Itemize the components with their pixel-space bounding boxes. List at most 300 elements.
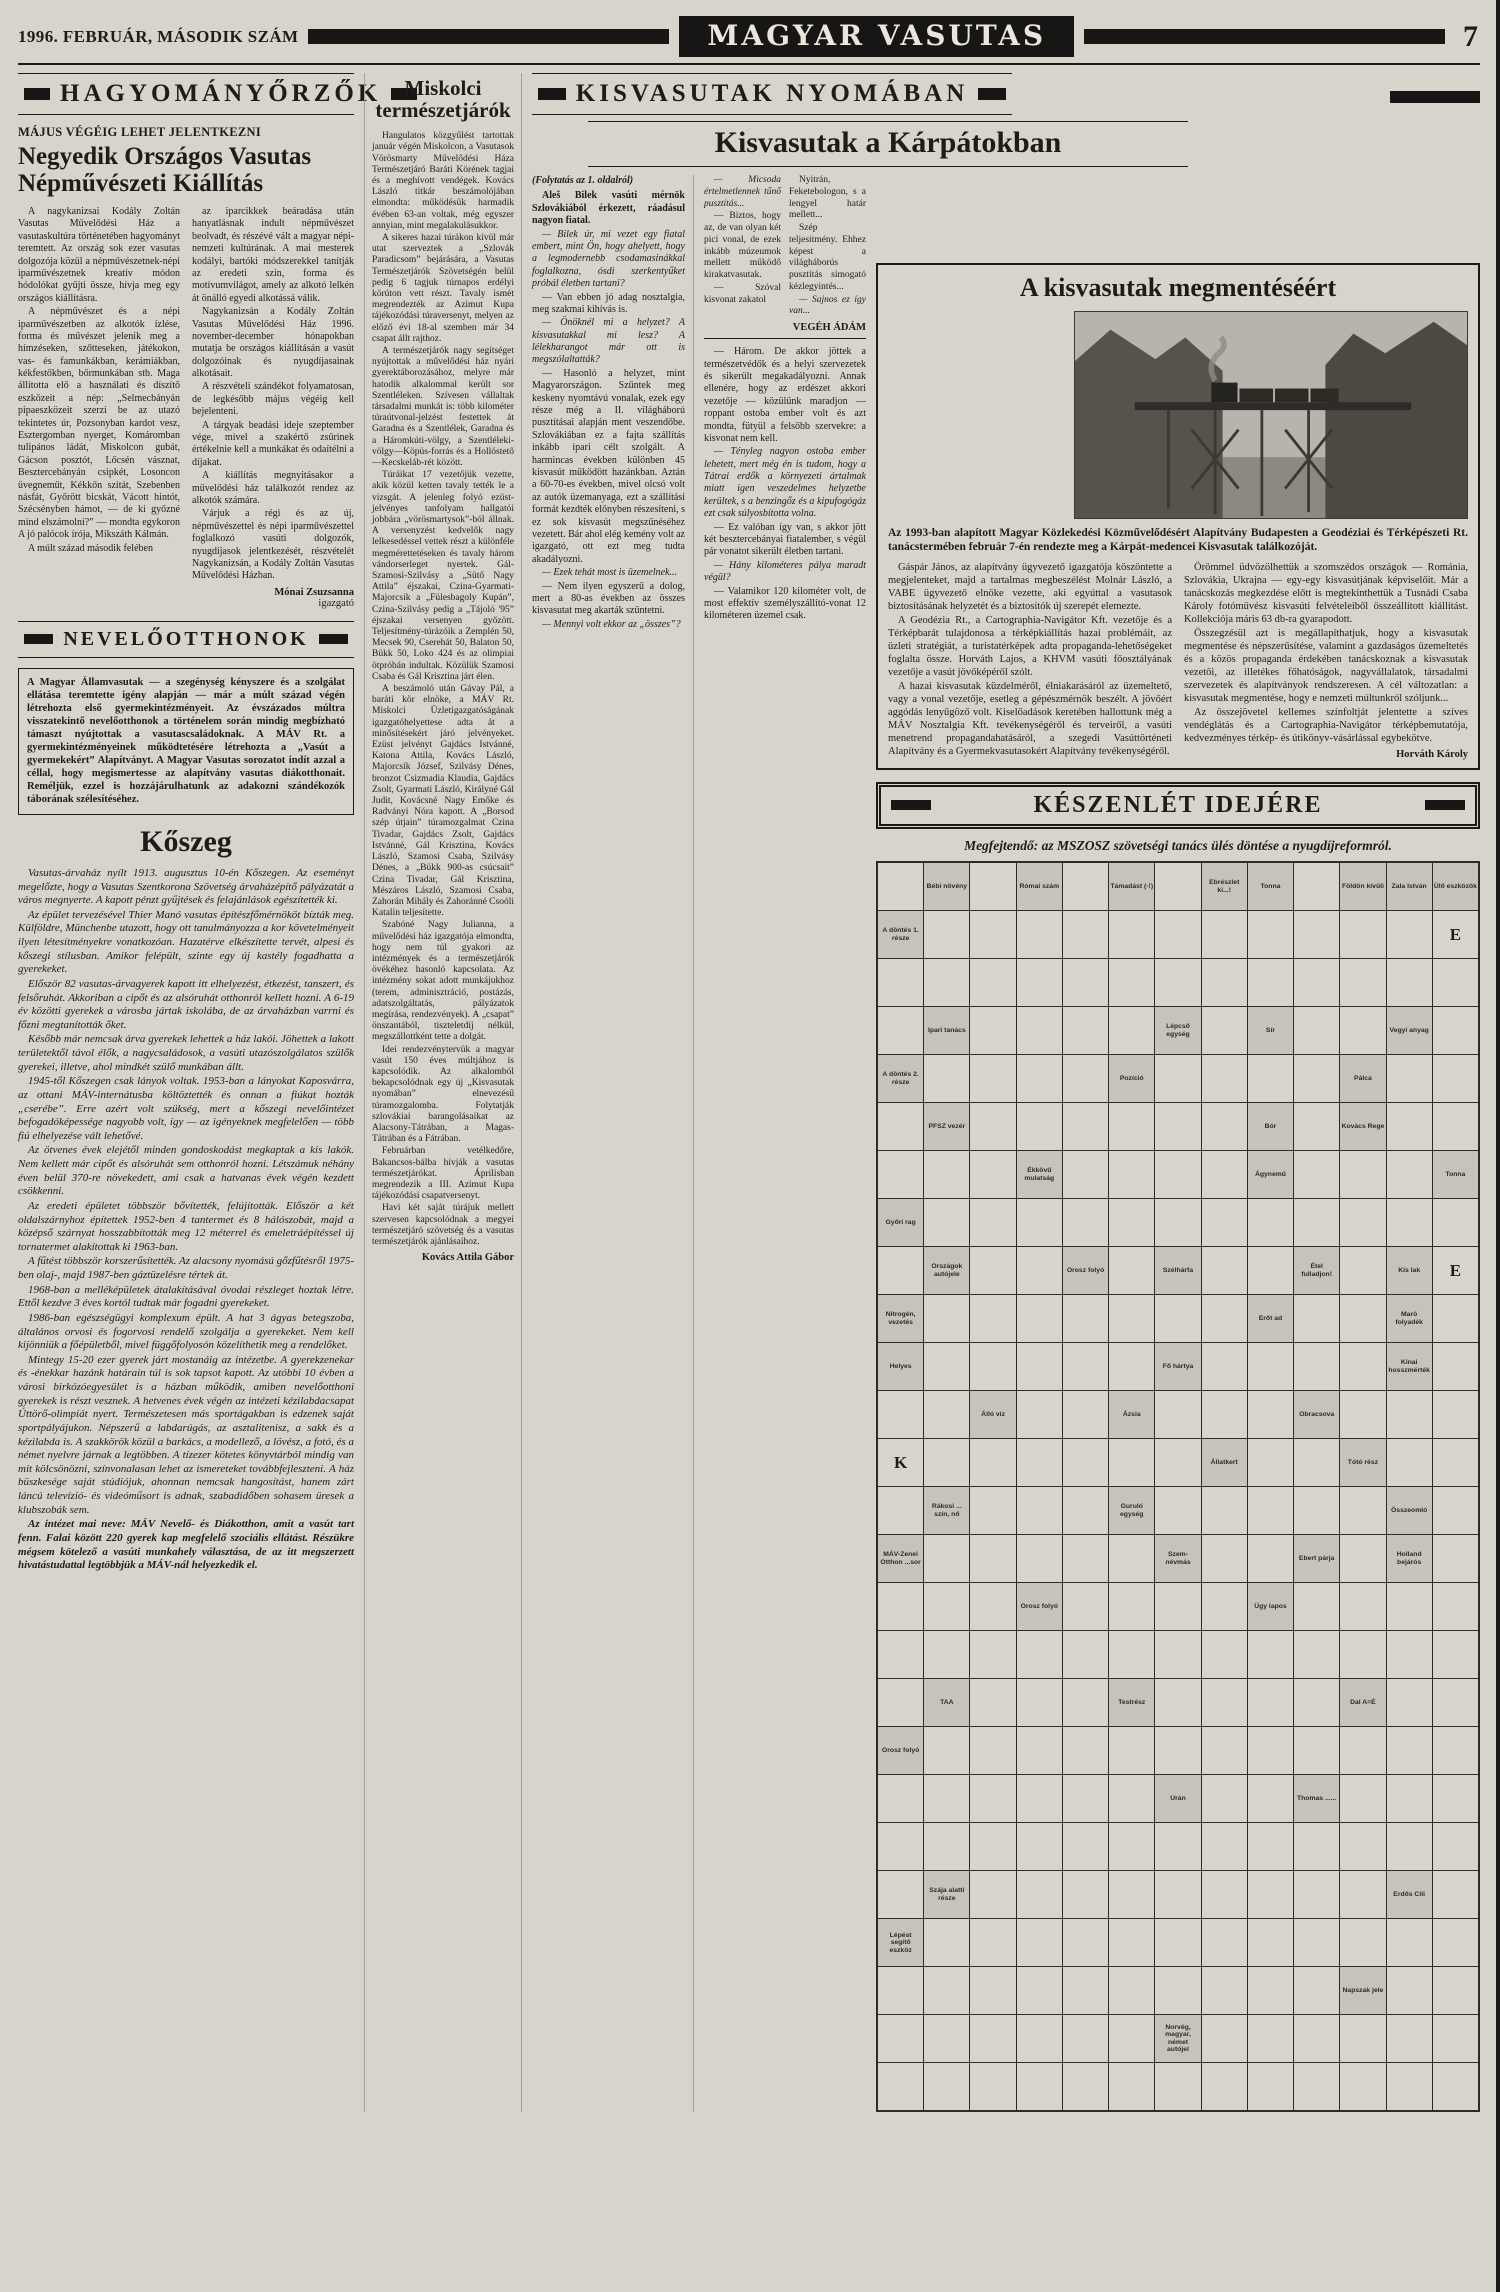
crossword-cell-empty[interactable] xyxy=(970,2063,1015,2110)
crossword-cell-empty[interactable] xyxy=(1063,1151,1108,1198)
paragraph: Az intézet mai neve: MÁV Nevelő- és Diákotthon, amit a vasút tart fenn. Falai között 220 gyerek kap megfelelő szociális ellátást. Részükre mégsem kötelező a vasúti munkahely választása, de az itt megszerzett hivatástudattal legtöbbjük a MÁV-nál helyezkedik el. xyxy=(18,1518,354,1572)
crossword-cell-empty[interactable] xyxy=(1294,1823,1339,1870)
crossword-cell-empty[interactable] xyxy=(924,959,969,1006)
paragraph: Gáspár János, az alapítvány ügyvezető igazgatója köszöntette a megjelenteket, majd a tartalmas megbeszélést Molnár László, a VABE ügyvezető elnöke vezette, aki egyúttal a vasutasok biztosításának helyzetét és a biztosítók új szerepét elemezte. xyxy=(888,561,1172,612)
crossword-cell-empty[interactable] xyxy=(1433,1775,1478,1822)
crossword-cell-clue: Zala István xyxy=(1387,863,1432,910)
crossword-cell-empty[interactable] xyxy=(1294,1055,1339,1102)
crossword-cell-empty[interactable] xyxy=(1017,1919,1062,1966)
crossword-cell-empty[interactable] xyxy=(1387,1679,1432,1726)
article-karpatok-title: Kisvasutak a Kárpátokban xyxy=(588,121,1188,167)
crossword-cell-empty[interactable] xyxy=(1155,1631,1200,1678)
crossword-cell-empty[interactable] xyxy=(1109,1247,1154,1294)
crossword-cell-empty[interactable] xyxy=(924,1055,969,1102)
crossword-cell-empty[interactable] xyxy=(1017,1199,1062,1246)
crossword-cell-empty[interactable] xyxy=(1109,1727,1154,1774)
crossword-cell-empty[interactable] xyxy=(924,1199,969,1246)
crossword-cell-empty[interactable] xyxy=(1202,1247,1247,1294)
crossword-cell-empty[interactable] xyxy=(1155,1823,1200,1870)
crossword-cell-empty[interactable] xyxy=(1294,1919,1339,1966)
crossword-cell-empty[interactable] xyxy=(924,1439,969,1486)
crossword-cell-empty[interactable] xyxy=(970,1343,1015,1390)
crossword-cell-empty[interactable] xyxy=(1109,1343,1154,1390)
crossword-cell-empty[interactable] xyxy=(970,1919,1015,1966)
crossword-cell-empty[interactable] xyxy=(1017,1679,1062,1726)
crossword-cell-empty[interactable] xyxy=(1155,1439,1200,1486)
crossword-cell-empty[interactable] xyxy=(924,1391,969,1438)
crossword-cell-empty[interactable] xyxy=(1387,1199,1432,1246)
crossword-cell-empty[interactable] xyxy=(878,1679,923,1726)
crossword-cell-empty[interactable] xyxy=(1202,1679,1247,1726)
crossword-cell-empty[interactable] xyxy=(1387,1631,1432,1678)
crossword-cell-empty[interactable] xyxy=(878,1823,923,1870)
ending-mini-column-1 xyxy=(704,175,781,333)
crossword-cell-empty[interactable] xyxy=(1433,1535,1478,1582)
crossword-cell-empty[interactable] xyxy=(1063,1439,1108,1486)
crossword-cell-empty[interactable] xyxy=(1294,1487,1339,1534)
crossword-cell-empty[interactable] xyxy=(1248,1535,1293,1582)
crossword-cell-empty[interactable] xyxy=(1202,1727,1247,1774)
crossword-cell-empty[interactable] xyxy=(1063,1583,1108,1630)
crossword-cell-empty[interactable] xyxy=(1248,1199,1293,1246)
crossword-cell-empty[interactable] xyxy=(1202,1391,1247,1438)
crossword-cell-empty[interactable] xyxy=(1155,2063,1200,2110)
crossword-cell-empty[interactable] xyxy=(1340,959,1385,1006)
crossword-cell-empty[interactable] xyxy=(1109,2063,1154,2110)
crossword-cell-empty[interactable] xyxy=(1387,1439,1432,1486)
crossword-cell-empty[interactable] xyxy=(1063,911,1108,958)
crossword-cell-empty[interactable] xyxy=(1017,1487,1062,1534)
crossword-cell-empty[interactable] xyxy=(878,1103,923,1150)
crossword-cell-empty[interactable] xyxy=(970,863,1015,910)
paragraph: Mintegy 15-20 ezer gyerek járt mostanáig az intézetbe. A gyerekzenekar és -énekkar hazánk határain túl is sok tapsot kapott. Az utóbbi 10 évben a városi birkózóegyesület is a házban működik, amiben nevelőotthoni gyerekek is részt vesznek. A hetvenes évek végén az intézeti kézilabdacsapat Úttörő-olimpiát nyert. Természetesen más sportágakban is edzenek saját sportpályájukon. Népszerű a labdarúgás, az asztalitenisz, a sakk és a kézilabda is. A szakkörök közül a barkács, a modellező, a lövész, a fotó, és a német nyelvre járnak a legtöbben. A tízezer kötetes könyvtárból mindig van mit kölcsönözni, színvonalasan lehet az ismereteket továbbfejleszteni. A ház büszkesége saját stúdiójuk, ahonnan nemcsak hangosítást, hanem zárt láncú televízió- és videóműsort is adnak, szabadidőben sohasem üresek a klubszobák sem. xyxy=(18,1353,354,1516)
crossword-cell-empty[interactable] xyxy=(1294,959,1339,1006)
crossword-cell-empty[interactable] xyxy=(1340,1727,1385,1774)
crossword-cell-empty[interactable] xyxy=(1063,1919,1108,1966)
crossword-cell-clue: Lépcső egység xyxy=(1155,1007,1200,1054)
crossword-cell-empty[interactable] xyxy=(924,2015,969,2062)
crossword-cell-empty[interactable] xyxy=(1109,959,1154,1006)
crossword-cell-empty[interactable] xyxy=(924,1151,969,1198)
crossword-cell-empty[interactable] xyxy=(1248,1631,1293,1678)
crossword-cell-empty[interactable] xyxy=(1017,1535,1062,1582)
crossword-cell-empty[interactable] xyxy=(1017,1103,1062,1150)
crossword-cell-empty[interactable] xyxy=(1109,1439,1154,1486)
crossword-cell-empty[interactable] xyxy=(924,2063,969,2110)
crossword-cell-empty[interactable] xyxy=(1109,1583,1154,1630)
crossword-cell-empty[interactable] xyxy=(1340,1343,1385,1390)
crossword-cell-empty[interactable] xyxy=(1202,1967,1247,2014)
right-stack xyxy=(876,263,1480,2112)
crossword-cell-empty[interactable] xyxy=(1202,911,1247,958)
crossword-cell-empty[interactable] xyxy=(1433,1295,1478,1342)
crossword-cell-empty[interactable] xyxy=(924,911,969,958)
crossword-cell-empty[interactable] xyxy=(970,1535,1015,1582)
crossword-cell-empty[interactable] xyxy=(1433,1967,1478,2014)
crossword-cell-empty[interactable] xyxy=(1202,1103,1247,1150)
crossword-cell-empty[interactable] xyxy=(1433,1343,1478,1390)
crossword-cell-empty[interactable] xyxy=(1294,1439,1339,1486)
crossword-cell-empty[interactable] xyxy=(1202,1535,1247,1582)
crossword-cell-empty[interactable] xyxy=(1248,959,1293,1006)
crossword-cell-empty[interactable] xyxy=(1387,911,1432,958)
crossword-cell-empty[interactable] xyxy=(1063,1679,1108,1726)
crossword-cell-empty[interactable] xyxy=(1155,1151,1200,1198)
crossword-cell-empty[interactable] xyxy=(878,959,923,1006)
crossword-cell-empty[interactable] xyxy=(1063,1295,1108,1342)
crossword-cell-empty[interactable] xyxy=(1017,911,1062,958)
crossword-cell-empty[interactable] xyxy=(1433,1679,1478,1726)
crossword-cell-empty[interactable] xyxy=(1433,1583,1478,1630)
crossword-cell-empty[interactable] xyxy=(1109,1007,1154,1054)
crossword-cell-empty[interactable] xyxy=(1109,1775,1154,1822)
crossword-cell-empty[interactable] xyxy=(1155,1919,1200,1966)
crossword-cell-empty[interactable] xyxy=(1155,1967,1200,2014)
crossword-cell-empty[interactable] xyxy=(1433,1871,1478,1918)
crossword-cell-empty[interactable] xyxy=(1340,2063,1385,2110)
crossword-cell-empty[interactable] xyxy=(1017,1871,1062,1918)
crossword-cell-empty[interactable] xyxy=(970,1823,1015,1870)
crossword-cell-empty[interactable] xyxy=(1248,1391,1293,1438)
crossword-cell-empty[interactable] xyxy=(878,2063,923,2110)
crossword-cell-empty[interactable] xyxy=(878,1967,923,2014)
crossword-cell-empty[interactable] xyxy=(1340,1535,1385,1582)
crossword-cell-clue: Ázsia xyxy=(1109,1391,1154,1438)
crossword-cell-empty[interactable] xyxy=(1294,1631,1339,1678)
crossword-cell-empty[interactable] xyxy=(1340,1199,1385,1246)
crossword-cell-empty[interactable] xyxy=(970,1439,1015,1486)
crossword-cell-empty[interactable] xyxy=(1387,1151,1432,1198)
crossword-cell-empty[interactable] xyxy=(1248,1439,1293,1486)
crossword-cell-empty[interactable] xyxy=(970,2015,1015,2062)
crossword-cell-empty[interactable] xyxy=(1248,2063,1293,2110)
crossword-cell-empty[interactable] xyxy=(970,1247,1015,1294)
crossword-cell-letter[interactable]: K xyxy=(878,1439,923,1486)
crossword-cell-empty[interactable] xyxy=(1109,1919,1154,1966)
crossword-cell-empty[interactable] xyxy=(1248,1919,1293,1966)
crossword-cell-empty[interactable] xyxy=(1202,1775,1247,1822)
crossword-cell-empty[interactable] xyxy=(1155,1103,1200,1150)
crossword-cell-empty[interactable] xyxy=(1202,1919,1247,1966)
crossword-cell-empty[interactable] xyxy=(1387,1919,1432,1966)
crossword-cell-empty[interactable] xyxy=(1387,1103,1432,1150)
crossword-cell-empty[interactable] xyxy=(1202,959,1247,1006)
crossword-cell-empty[interactable] xyxy=(1202,1295,1247,1342)
crossword-cell-empty[interactable] xyxy=(1063,1631,1108,1678)
crossword-cell-empty[interactable] xyxy=(1294,1151,1339,1198)
crossword-cell-empty[interactable] xyxy=(970,911,1015,958)
crossword-cell-empty[interactable] xyxy=(1063,1391,1108,1438)
crossword-cell-empty[interactable] xyxy=(1063,1343,1108,1390)
crossword-cell-empty[interactable] xyxy=(1340,1631,1385,1678)
crossword-cell-empty[interactable] xyxy=(1109,1871,1154,1918)
crossword-cell-empty[interactable] xyxy=(1017,1823,1062,1870)
crossword-cell-letter[interactable]: E xyxy=(1433,1247,1478,1294)
crossword-cell-empty[interactable] xyxy=(1294,1007,1339,1054)
crossword-cell-empty[interactable] xyxy=(1202,1487,1247,1534)
crossword-cell-empty[interactable] xyxy=(1294,1199,1339,1246)
crossword-cell-empty[interactable] xyxy=(1109,1967,1154,2014)
crossword-cell-empty[interactable] xyxy=(1109,1535,1154,1582)
crossword-cell-empty[interactable] xyxy=(1202,2063,1247,2110)
crossword-cell-empty[interactable] xyxy=(1294,1679,1339,1726)
crossword-cell-empty[interactable] xyxy=(1063,959,1108,1006)
crossword-cell-empty[interactable] xyxy=(1109,2015,1154,2062)
crossword-cell-empty[interactable] xyxy=(1109,1199,1154,1246)
crossword-cell-empty[interactable] xyxy=(1155,863,1200,910)
crossword-cell-empty[interactable] xyxy=(924,1727,969,1774)
crossword-cell-empty[interactable] xyxy=(1433,2015,1478,2062)
crossword-cell-empty[interactable] xyxy=(1017,2015,1062,2062)
crossword-cell-empty[interactable] xyxy=(1202,1007,1247,1054)
crossword-cell-empty[interactable] xyxy=(970,959,1015,1006)
section-bar-icon xyxy=(978,88,1006,100)
crossword-cell-empty[interactable] xyxy=(1155,1487,1200,1534)
crossword-cell-empty[interactable] xyxy=(878,1247,923,1294)
crossword-cell-empty[interactable] xyxy=(1063,1007,1108,1054)
crossword-cell-empty[interactable] xyxy=(1387,1775,1432,1822)
crossword-cell-empty[interactable] xyxy=(1387,1967,1432,2014)
crossword-cell-clue: Orosz folyó xyxy=(1063,1247,1108,1294)
crossword-cell-empty[interactable] xyxy=(1248,1055,1293,1102)
crossword-cell-empty[interactable] xyxy=(1017,1439,1062,1486)
crossword-cell-empty[interactable] xyxy=(1433,1007,1478,1054)
crossword-cell-empty[interactable] xyxy=(878,1583,923,1630)
crossword-cell-empty[interactable] xyxy=(1017,959,1062,1006)
crossword-cell-empty[interactable] xyxy=(1017,1247,1062,1294)
crossword-cell-empty[interactable] xyxy=(1294,1871,1339,1918)
crossword-cell-empty[interactable] xyxy=(1063,1055,1108,1102)
crossword-cell-empty[interactable] xyxy=(1017,1727,1062,1774)
crossword-cell-empty[interactable] xyxy=(924,1631,969,1678)
crossword-cell-empty[interactable] xyxy=(1387,1583,1432,1630)
crossword-cell-empty[interactable] xyxy=(1340,1007,1385,1054)
crossword-cell-empty[interactable] xyxy=(1294,2015,1339,2062)
crossword-cell-empty[interactable] xyxy=(970,1007,1015,1054)
crossword-cell-empty[interactable] xyxy=(1340,1919,1385,1966)
crossword-cell-empty[interactable] xyxy=(1294,1967,1339,2014)
crossword-cell-empty[interactable] xyxy=(1294,1343,1339,1390)
crossword-cell-empty[interactable] xyxy=(1248,1727,1293,1774)
crossword-cell-empty[interactable] xyxy=(1387,1823,1432,1870)
crossword-cell-empty[interactable] xyxy=(970,1679,1015,1726)
crossword-cell-empty[interactable] xyxy=(1202,1583,1247,1630)
crossword-cell-empty[interactable] xyxy=(878,1391,923,1438)
crossword-cell-empty[interactable] xyxy=(924,1919,969,1966)
crossword-cell-empty[interactable] xyxy=(1155,1295,1200,1342)
crossword-cell-empty[interactable] xyxy=(1017,2063,1062,2110)
crossword-cell-empty[interactable] xyxy=(1340,2015,1385,2062)
crossword-cell-empty[interactable] xyxy=(970,1583,1015,1630)
crossword-cell-empty[interactable] xyxy=(1155,1871,1200,1918)
crossword-cell-empty[interactable] xyxy=(924,1295,969,1342)
crossword-cell-letter[interactable]: E xyxy=(1433,911,1478,958)
crossword-cell-empty[interactable] xyxy=(924,1583,969,1630)
crossword-cell-empty[interactable] xyxy=(1063,1103,1108,1150)
crossword-cell-empty[interactable] xyxy=(924,1535,969,1582)
crossword-cell-empty[interactable] xyxy=(1294,1295,1339,1342)
crossword-cell-empty[interactable] xyxy=(878,1151,923,1198)
right-area xyxy=(532,73,1480,2112)
crossword-cell-empty[interactable] xyxy=(970,1487,1015,1534)
crossword-cell-empty[interactable] xyxy=(970,1151,1015,1198)
crossword-cell-empty[interactable] xyxy=(1017,1775,1062,1822)
crossword-cell-empty[interactable] xyxy=(1109,1631,1154,1678)
crossword-cell-empty[interactable] xyxy=(1433,2063,1478,2110)
crossword-cell-empty[interactable] xyxy=(1063,1967,1108,2014)
crossword-cell-empty[interactable] xyxy=(878,1871,923,1918)
crossword-cell-empty[interactable] xyxy=(1202,1631,1247,1678)
crossword-cell-empty[interactable] xyxy=(1063,1823,1108,1870)
section-bar-icon xyxy=(1425,800,1465,810)
crossword-cell-empty[interactable] xyxy=(1063,2015,1108,2062)
crossword-cell-empty[interactable] xyxy=(1340,1391,1385,1438)
crossword-cell-clue: Étel fulladjon! xyxy=(1294,1247,1339,1294)
crossword-cell-empty[interactable] xyxy=(924,1775,969,1822)
crossword-cell-empty[interactable] xyxy=(1017,1631,1062,1678)
crossword-cell-empty[interactable] xyxy=(924,1343,969,1390)
crossword-cell-empty[interactable] xyxy=(1294,863,1339,910)
crossword-cell-empty[interactable] xyxy=(924,1967,969,2014)
crossword-cell-empty[interactable] xyxy=(1433,1919,1478,1966)
crossword-cell-empty[interactable] xyxy=(970,1295,1015,1342)
crossword-cell-empty[interactable] xyxy=(1387,959,1432,1006)
crossword-cell-empty[interactable] xyxy=(970,1631,1015,1678)
crossword-cell-empty[interactable] xyxy=(1155,1583,1200,1630)
crossword-cell-empty[interactable] xyxy=(970,1775,1015,1822)
crossword-cell-empty[interactable] xyxy=(1248,1823,1293,1870)
crossword-cell-empty[interactable] xyxy=(1433,1823,1478,1870)
crossword-cell-empty[interactable] xyxy=(1248,2015,1293,2062)
crossword-cell-empty[interactable] xyxy=(1248,911,1293,958)
crossword-cell-empty[interactable] xyxy=(1433,1055,1478,1102)
crossword-cell-empty[interactable] xyxy=(1063,1487,1108,1534)
crossword-cell-empty[interactable] xyxy=(1433,1391,1478,1438)
crossword-cell-empty[interactable] xyxy=(1248,1871,1293,1918)
crossword-cell-empty[interactable] xyxy=(1063,2063,1108,2110)
crossword-cell-empty[interactable] xyxy=(878,1775,923,1822)
crossword-cell-empty[interactable] xyxy=(1109,1103,1154,1150)
crossword-cell-empty[interactable] xyxy=(1387,2063,1432,2110)
crossword-cell-empty[interactable] xyxy=(878,1631,923,1678)
crossword-cell-empty[interactable] xyxy=(1433,1487,1478,1534)
crossword-cell-empty[interactable] xyxy=(1340,1151,1385,1198)
crossword-cell-empty[interactable] xyxy=(1294,1727,1339,1774)
crossword-cell-empty[interactable] xyxy=(1387,1391,1432,1438)
crossword-cell-empty[interactable] xyxy=(1294,2063,1339,2110)
crossword-cell-empty[interactable] xyxy=(1294,1583,1339,1630)
crossword-cell-empty[interactable] xyxy=(1340,1583,1385,1630)
crossword-cell-empty[interactable] xyxy=(1109,911,1154,958)
crossword-cell-clue: Obracsova xyxy=(1294,1391,1339,1438)
crossword-cell-empty[interactable] xyxy=(1294,911,1339,958)
crossword-cell-empty[interactable] xyxy=(1202,1343,1247,1390)
crossword-cell-empty[interactable] xyxy=(1063,1775,1108,1822)
crossword-cell-empty[interactable] xyxy=(1387,1727,1432,1774)
crossword-cell-empty[interactable] xyxy=(1109,1151,1154,1198)
crossword-cell-empty[interactable] xyxy=(1063,1871,1108,1918)
crossword-cell-empty[interactable] xyxy=(1340,1871,1385,1918)
crossword-cell-empty[interactable] xyxy=(1248,1343,1293,1390)
crossword-cell-empty[interactable] xyxy=(1340,1247,1385,1294)
crossword-cell-empty[interactable] xyxy=(1294,1103,1339,1150)
crossword-cell-empty[interactable] xyxy=(1017,1007,1062,1054)
crossword-cell-empty[interactable] xyxy=(1202,1823,1247,1870)
crossword-cell-empty[interactable] xyxy=(1017,1055,1062,1102)
crossword-cell-empty[interactable] xyxy=(1433,1631,1478,1678)
crossword-cell-empty[interactable] xyxy=(1433,1727,1478,1774)
crossword-cell-empty[interactable] xyxy=(878,1007,923,1054)
crossword-cell-empty[interactable] xyxy=(1202,2015,1247,2062)
crossword-cell-empty[interactable] xyxy=(1340,1295,1385,1342)
crossword-cell-empty[interactable] xyxy=(1155,1199,1200,1246)
crossword-cell-empty[interactable] xyxy=(970,1055,1015,1102)
crossword-cell-empty[interactable] xyxy=(970,1727,1015,1774)
crossword-cell-empty[interactable] xyxy=(1017,1391,1062,1438)
crossword-cell-empty[interactable] xyxy=(1109,1295,1154,1342)
crossword-cell-empty[interactable] xyxy=(1248,1967,1293,2014)
crossword-grid xyxy=(876,861,1480,2112)
paragraph: A tárgyak beadási ideje szeptember vége, mivel a szakértő zsűrinek értékelnie kell a munkákat és odaítélni a díjakat. xyxy=(192,419,354,468)
crossword-cell-empty[interactable] xyxy=(1433,959,1478,1006)
crossword-cell-empty[interactable] xyxy=(1248,1775,1293,1822)
crossword-cell-empty[interactable] xyxy=(1063,1535,1108,1582)
crossword-cell-empty[interactable] xyxy=(1017,1967,1062,2014)
crossword-cell-empty[interactable] xyxy=(878,863,923,910)
crossword-cell-empty[interactable] xyxy=(1202,1871,1247,1918)
crossword-cell-empty[interactable] xyxy=(1387,1055,1432,1102)
crossword-cell-empty[interactable] xyxy=(1155,959,1200,1006)
crossword-cell-empty[interactable] xyxy=(1155,911,1200,958)
crossword-cell-empty[interactable] xyxy=(1063,1199,1108,1246)
crossword-cell-empty[interactable] xyxy=(1433,1103,1478,1150)
crossword-cell-empty[interactable] xyxy=(1433,1199,1478,1246)
crossword-cell-empty[interactable] xyxy=(1109,1823,1154,1870)
crossword-cell-empty[interactable] xyxy=(1063,863,1108,910)
crossword-cell-clue: Ágynemű xyxy=(1248,1151,1293,1198)
crossword-cell-empty[interactable] xyxy=(1017,1295,1062,1342)
crossword-cell-empty[interactable] xyxy=(1340,1487,1385,1534)
crossword-cell-empty[interactable] xyxy=(1202,1151,1247,1198)
crossword-cell-empty[interactable] xyxy=(1340,1775,1385,1822)
crossword-cell-empty[interactable] xyxy=(1202,1199,1247,1246)
crossword-cell-empty[interactable] xyxy=(1248,1247,1293,1294)
crossword-cell-empty[interactable] xyxy=(1248,1487,1293,1534)
crossword-cell-empty[interactable] xyxy=(1063,1727,1108,1774)
crossword-cell-empty[interactable] xyxy=(970,1103,1015,1150)
crossword-cell-empty[interactable] xyxy=(1155,1727,1200,1774)
crossword-cell-empty[interactable] xyxy=(970,1967,1015,2014)
crossword-cell-empty[interactable] xyxy=(1248,1679,1293,1726)
crossword-cell-empty[interactable] xyxy=(970,1199,1015,1246)
crossword-cell-empty[interactable] xyxy=(1155,1055,1200,1102)
crossword-cell-clue: Kis lak xyxy=(1387,1247,1432,1294)
crossword-cell-empty[interactable] xyxy=(1155,1391,1200,1438)
crossword-cell-empty[interactable] xyxy=(1155,1679,1200,1726)
crossword-cell-empty[interactable] xyxy=(970,1871,1015,1918)
paragraph: — Bilek úr, mi vezet egy fiatal embert, mint Ön, hogy ahelyett, hogy a legmodernebb csodamasinákkal foglalkozna, ósdi szerkentyűket próbál életben tartani? xyxy=(532,228,685,290)
crossword-instruction: Megfejtendő: az MSZOSZ szövetségi tanács ülés döntése a nyugdíjreformról. xyxy=(964,837,1392,853)
crossword-cell-empty[interactable] xyxy=(1340,1823,1385,1870)
crossword-cell-empty[interactable] xyxy=(1017,1343,1062,1390)
crossword-cell-empty[interactable] xyxy=(878,2015,923,2062)
crossword-cell-empty[interactable] xyxy=(1340,911,1385,958)
crossword-cell-empty[interactable] xyxy=(1433,1439,1478,1486)
crossword-cell-empty[interactable] xyxy=(1387,2015,1432,2062)
crossword-cell-empty[interactable] xyxy=(1202,1055,1247,1102)
crossword-cell-empty[interactable] xyxy=(878,1487,923,1534)
crossword-cell-empty[interactable] xyxy=(924,1823,969,1870)
